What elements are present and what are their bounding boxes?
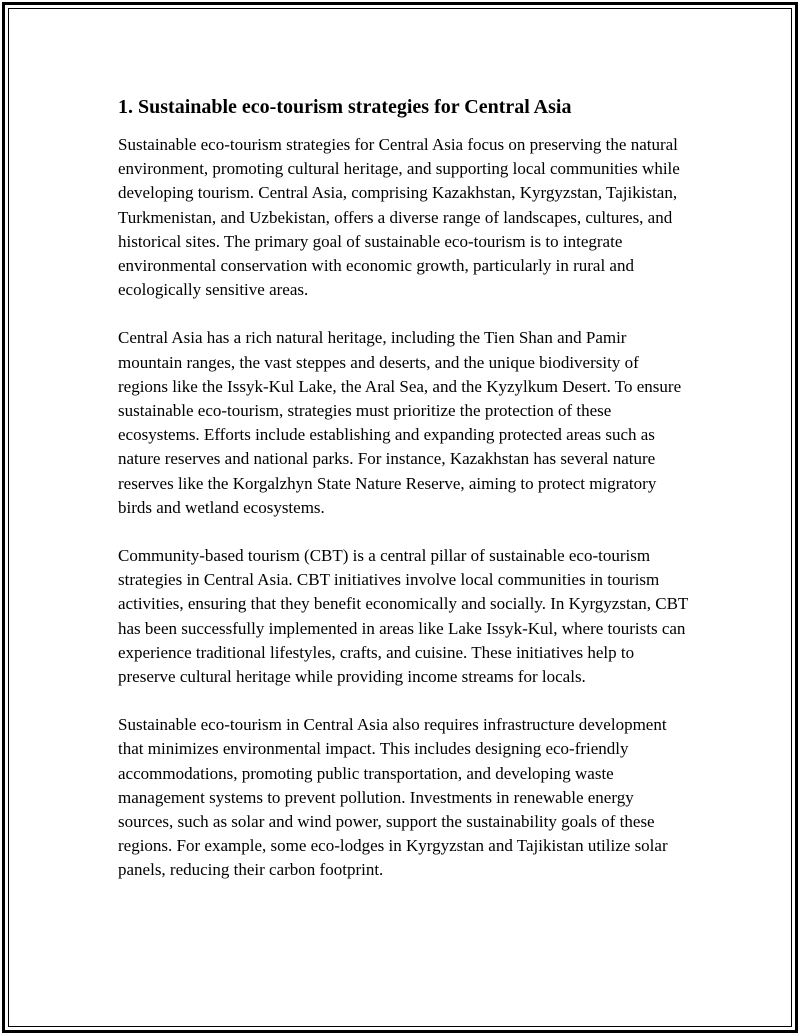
section-heading: 1. Sustainable eco-tourism strategies for Central Asia xyxy=(118,96,572,118)
paragraph-3: Community-based tourism (CBT) is a central pillar of sustainable eco-tourism strategies in Central Asia. CBT initiatives involve local communities in tourism activities, ensuring that they benefit economically and socially. In Kyrgyzstan, CBT has been successfully implemented in areas like Lake Issyk-Kul, where tourists can experience traditional lifestyles, crafts, and cuisine. These initiatives help to preserve cultural heritage while providing income streams for locals. xyxy=(118,546,688,687)
paragraph-2: Central Asia has a rich natural heritage, including the Tien Shan and Pamir mountain ranges, the vast steppes and deserts, and the unique biodiversity of regions like the Issyk-Kul Lake, the Aral Sea, and the Kyzylkum Desert. To ensure sustainable eco-tourism, strategies must prioritize the protection of these ecosystems. Efforts include establishing and expanding protected areas such as nature reserves and national parks. For instance, Kazakhstan has several nature reserves like the Korgalzhyn State Nature Reserve, aiming to protect migratory birds and wetland ecosystems. xyxy=(118,328,682,517)
document-body xyxy=(118,94,690,907)
paragraph-4: Sustainable eco-tourism in Central Asia also requires infrastructure development that minimizes environmental impact. This includes designing eco-friendly accommodations, promoting public transportation, and developing waste management systems to prevent pollution. Investments in renewable energy sources, such as solar and wind power, support the sustainability goals of these regions. For example, some eco-lodges in Kyrgyzstan and Tajikistan utilize solar panels, reducing their carbon footprint. xyxy=(118,715,668,880)
paragraph-1: Sustainable eco-tourism strategies for Central Asia focus on preserving the natural environment, promoting cultural heritage, and supporting local communities while developing tourism. Central Asia, comprising Kazakhstan, Kyrgyzstan, Tajikistan, Turkmenistan, and Uzbekistan, offers a diverse range of landscapes, cultures, and historical sites. The primary goal of sustainable eco-tourism is to integrate environmental conservation with economic growth, particularly in rural and ecologically sensitive areas. xyxy=(118,135,680,300)
